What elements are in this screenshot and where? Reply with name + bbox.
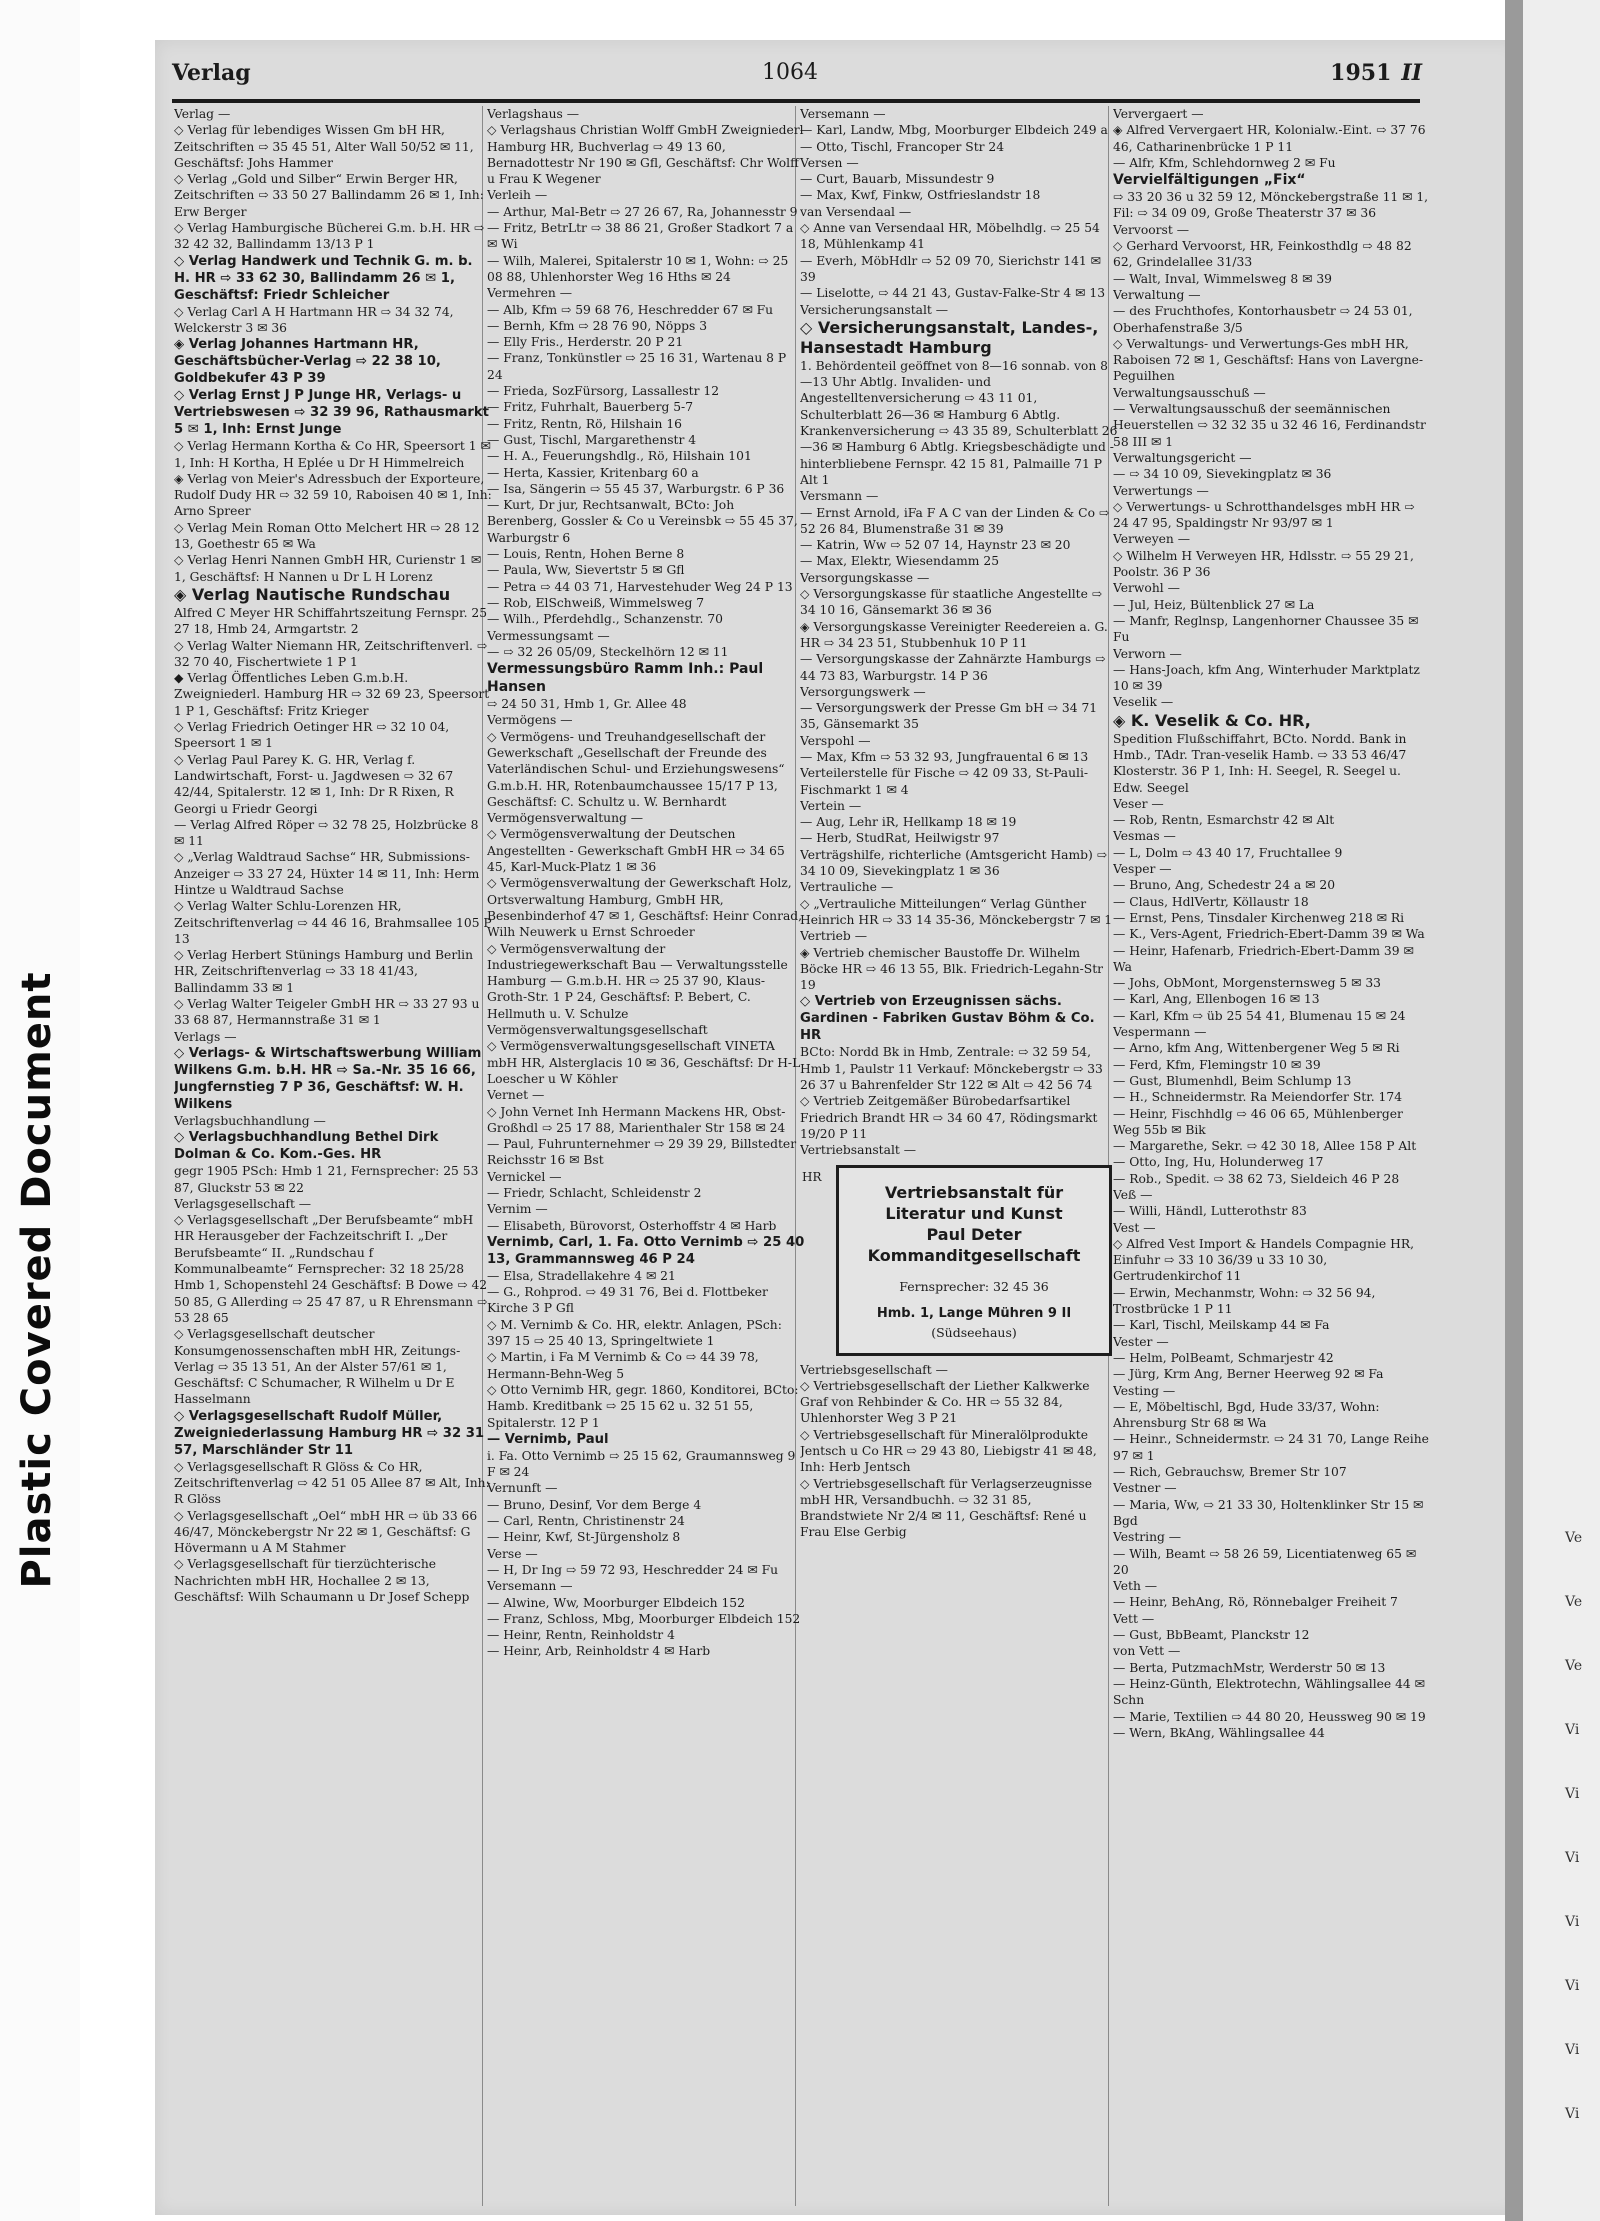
listing-entry: — Katrin, Ww ⇨ 52 07 14, Haynstr 23 ✉ 20 bbox=[800, 538, 1071, 553]
listing-entry: — Verwaltungsausschuß der seemännischen Heuerstellen ⇨ 32 32 35 u 32 46 16, Ferdinandstr 58 III ✉ 1 bbox=[1113, 402, 1426, 449]
listing-heading: ◇ Verlagsbuchhandlung Bethel Dirk Dolman & Co. Kom.-Ges. HR bbox=[174, 1130, 439, 1163]
listing-entry: ◇ Versorgungskasse für staatliche Angestellte ⇨ 34 10 16, Gänsemarkt 36 ✉ 36 bbox=[800, 587, 1103, 618]
listing-entry: — Arthur, Mal-Betr ⇨ 27 26 67, Ra, Johannesstr 9 bbox=[487, 204, 798, 219]
listing-entry: — Petra ⇨ 44 03 71, Harvestehuder Weg 24 P 13 bbox=[487, 579, 793, 594]
listing-entry: Verleih — bbox=[487, 188, 548, 203]
listing-entry: ◇ Martin, i Fa M Vernimb & Co ⇨ 44 39 78, Hermann-Behn-Weg 5 bbox=[487, 1350, 759, 1381]
listing-entry: — Helm, PolBeamt, Schmarjestr 42 bbox=[1113, 1350, 1334, 1365]
listing-entry: von Vett — bbox=[1113, 1644, 1181, 1659]
listing-entry: — Aug, Lehr iR, Hellkamp 18 ✉ 19 bbox=[800, 815, 1017, 830]
listing-heading: ◈ Verlag Nautische Rundschau bbox=[174, 584, 451, 604]
listing-entry: ◇ Anne van Versendaal HR, Möbelhdlg. ⇨ 25 54 18, Mühlenkamp 41 bbox=[800, 221, 1100, 252]
listing-entry: Verwertungs — bbox=[1113, 483, 1209, 498]
listing-entry: — Wilh., Pferdehdlg., Schanzenstr. 70 bbox=[487, 612, 723, 627]
listing-entry: Vertrieb — bbox=[800, 929, 868, 944]
listing-heading: Vervielfältigungen „Fix“ bbox=[1113, 172, 1306, 189]
ad-district: (Südseehaus) bbox=[931, 1324, 1017, 1340]
listing-entry: ◇ Vermögensverwaltungsgesellschaft VINETA mbH HR, Alsterglacis 10 ✉ 36, Geschäftsf: Dr H-L Loescher u W Köhler bbox=[487, 1039, 801, 1086]
column-3 bbox=[800, 106, 1118, 2206]
listing-entry: — Heinr, Fischhdlg ⇨ 46 06 65, Mühlenberger Weg 55b ✉ Bik bbox=[1113, 1106, 1403, 1137]
listing-entry: — Marie, Textilien ⇨ 44 80 20, Heussweg 90 ✉ 19 bbox=[1113, 1709, 1426, 1724]
listing-entry: — Fritz, BetrLtr ⇨ 38 86 21, Großer Stadkort 7 a ✉ Wi bbox=[487, 221, 794, 252]
listing-entry: ◇ Otto Vernimb HR, gegr. 1860, Konditorei, BCto: Hamb. Kreditbank ⇨ 25 15 62 u. 32 51 55, Spitalerstr. 12 P 1 bbox=[487, 1382, 799, 1430]
listing-entry: — Walt, Inval, Wimmelsweg 8 ✉ 39 bbox=[1113, 271, 1332, 286]
listing-entry: — G., Rohprod. ⇨ 49 31 76, Bei d. Flottbeker Kirche 3 P Gfl bbox=[487, 1285, 768, 1316]
listing-entry: ◈ Versorgungskasse Vereinigter Reedereien a. G. HR ⇨ 34 23 51, Stubbenhuk 10 P 11 bbox=[800, 619, 1108, 650]
listing-entry: — Karl, Kfm ⇨ üb 25 54 41, Blumenau 15 ✉ 24 bbox=[1113, 1008, 1406, 1023]
listing-entry: ◇ Vertrieb Zeitgemäßer Bürobedarfsartikel Friedrich Brandt HR ⇨ 34 60 47, Rödingsmarkt 19/20 P 11 bbox=[800, 1094, 1098, 1141]
listing-entry: — Heinr, Rentn, Reinholdstr 4 bbox=[487, 1628, 675, 1643]
listing-entry: — Manfr, Reglnsp, Langenhorner Chaussee 35 ✉ Fu bbox=[1113, 613, 1419, 645]
listing-entry: — Max, Kwf, Finkw, Ostfrieslandstr 18 bbox=[800, 188, 1041, 203]
listing-entry: ◇ Verlagsgesellschaft „Oel“ mbH HR ⇨ üb 33 66 46/47, Mönckebergstr Nr 22 ✉ 1, Geschäftsf: G Hövermann u A M Stahmer bbox=[174, 1508, 478, 1556]
listing-entry: — Franz, Tonkünstler ⇨ 25 16 31, Wartenau 8 P 24 bbox=[487, 351, 787, 382]
listing-entry: — Versorgungswerk der Presse Gm bH ⇨ 34 71 35, Gänsemarkt 35 bbox=[800, 701, 1098, 732]
listing-entry: Versicherungsanstalt — bbox=[800, 302, 949, 317]
listing-heading: ◇ Verlags- & Wirtschaftswerbung William Wilkens G.m. b.H. HR ⇨ Sa.-Nr. 35 16 66, Jungfernstieg 7 P 36, Geschäftsf: W. H. Wilkens bbox=[174, 1045, 482, 1112]
listing-entry: — H, Dr Ing ⇨ 59 72 93, Heschredder 24 ✉ Fu bbox=[487, 1562, 779, 1577]
listing-entry: — Ernst Arnold, iFa F A C van der Linden & Co ⇨ 52 26 84, Blumenstraße 31 ✉ 39 bbox=[800, 505, 1110, 536]
ad-margin-mark: HR bbox=[802, 1169, 822, 1184]
listing-entry: ◇ Verwaltungs- und Verwertungs-Ges mbH HR, Raboisen 72 ✉ 1, Geschäftsf: Hans von Lavergne-Peguilhen bbox=[1113, 336, 1424, 384]
listing-entry: ◇ Verlag Hamburgische Bücherei G.m. b.H. HR ⇨ 32 42 32, Ballindamm 13/13 P 1 bbox=[174, 221, 485, 252]
listing-entry: — Maria, Ww, ⇨ 21 33 30, Holtenklinker Str 15 ✉ Bgd bbox=[1113, 1497, 1424, 1528]
listing-entry: ◇ Verlag für lebendiges Wissen Gm bH HR, Zeitschriften ⇨ 35 45 51, Alter Wall 50/52 ✉ 11, Geschäftsf: Johs Hammer bbox=[174, 123, 474, 170]
listing-entry: — Herb, StudRat, Heilwigstr 97 bbox=[800, 831, 1000, 846]
listing-entry: — L, Dolm ⇨ 43 40 17, Fruchtallee 9 bbox=[1113, 845, 1343, 860]
listing-entry: BCto: Nordd Bk in Hmb, Zentrale: ⇨ 32 59 54, Hmb 1, Paulstr 11 Verkauf: Mönckebergstr ⇨ 33 26 37 u Bahrenfelder Str 122 ✉ Alt ⇨ 42 56 74 bbox=[800, 1045, 1103, 1093]
listing-entry: Vertein — bbox=[800, 798, 862, 813]
listing-entry: — Karl, Tischl, Meilskamp 44 ✉ Fa bbox=[1113, 1318, 1330, 1333]
listing-entry: — Heinz-Günth, Elektrotechn, Wählingsallee 44 ✉ Schn bbox=[1113, 1676, 1425, 1708]
listing-entry: — Wilh, Beamt ⇨ 58 26 59, Licentiatenweg 65 ✉ 20 bbox=[1113, 1546, 1417, 1577]
listing-entry: Veß — bbox=[1113, 1188, 1153, 1202]
listing-entry: Verträgshilfe, richterliche (Amtsgericht Hamb) ⇨ 34 10 09, Sievekingplatz 1 ✉ 36 bbox=[800, 847, 1108, 879]
edition-year bbox=[1330, 60, 1422, 86]
listing-entry: ◇ „Verlag Waldtraud Sachse“ HR, Submissions-Anzeiger ⇨ 33 27 24, Hüxter 14 ✉ 11, Inh: Herm Hintze u Waldtraud Sachse bbox=[174, 850, 480, 897]
listing-entry: — Arno, kfm Ang, Wittenbergener Weg 5 ✉ Ri bbox=[1113, 1041, 1400, 1056]
listing-entry: — Heinr, Arb, Reinholdstr 4 ✉ Harb bbox=[487, 1644, 711, 1659]
listing-entry: 1. Behördenteil geöffnet von 8—16 sonnab. von 8—13 Uhr Abtlg. Invaliden- und Angestelltenversicherung ⇨ 43 11 01, Schulterblatt 26—36 ✉ Hamburg 6 Abtlg. Krankenversicherung ⇨ 43 35 89, Schulterblatt 26—36 ✉ Hamburg 6 Abtlg. Kriegsbeschädigte und -hinterbliebene Fernspr. 42 15 81, Palmaille 71 P Alt 1 bbox=[800, 358, 1118, 487]
listing-entry: Versemann — bbox=[800, 107, 886, 121]
listing-entry: — Verlag Alfred Röper ⇨ 32 78 25, Holzbrücke 8 ✉ 11 bbox=[174, 817, 479, 849]
listing-entry: — Heinr, BehAng, Rö, Rönnebalger Freiheit 7 bbox=[1113, 1595, 1398, 1610]
listing-entry: ◇ Vermögensverwaltung der Deutschen Angestellten - Gewerkschaft GmbH HR ⇨ 34 65 45, Karl-Muck-Platz 1 ✉ 36 bbox=[487, 827, 785, 875]
listing-entry: Vespermann — bbox=[1113, 1025, 1207, 1040]
listing-entry: — Fritz, Fuhrhalt, Bauerberg 5-7 bbox=[487, 400, 694, 415]
listing-entry: Vermögens — bbox=[487, 713, 573, 728]
listing-entry: ◇ Verlagsgesellschaft „Der Berufsbeamte“ mbH HR Herausgeber der Fachzeitschrift I. „Der Berufsbeamte“ II. „Rundschau f Kommunalbeamte“ Fernsprecher: 32 18 25/28 Hmb 1, Schopenstehl 24 Geschäftsf: B Dowe ⇨ 42 50 85, G Allerding ⇨ 25 47 87, u R Ehrensmann ⇨ 53 28 65 bbox=[174, 1213, 488, 1325]
listing-entry: — Franz, Schloss, Mbg, Moorburger Elbdeich 152 bbox=[487, 1611, 801, 1626]
listing-entry: Vermögensverwaltung — bbox=[487, 811, 644, 826]
next-page-fragment: Vi bbox=[1565, 1978, 1580, 1994]
listing-heading: ◇ Verlag Handwerk und Technik G. m. b. H. HR ⇨ 33 62 30, Ballindamm 26 ✉ 1, Geschäftsf: Friedr Schleicher bbox=[174, 253, 473, 303]
listing-entry: — Gust, BbBeamt, Planckstr 12 bbox=[1113, 1628, 1310, 1643]
listing-entry: ◇ Verlag Hermann Kortha & Co HR, Speersort 1 ✉ 1, Inh: H Kortha, H Eplée u Dr H Himmelreich bbox=[174, 439, 491, 470]
listing-entry: Versen — bbox=[800, 155, 859, 170]
listing-entry: — Heinr, Hafenarb, Friedrich-Ebert-Damm 39 ✉ Wa bbox=[1113, 943, 1414, 974]
next-page-fragment: Vi bbox=[1565, 1914, 1580, 1930]
listing-heading: ◇ Vertrieb von Erzeugnissen sächs. Gardinen - Fabriken Gustav Böhm & Co. HR bbox=[800, 994, 1095, 1044]
listing-heading: Vernimb, Carl, 1. Fa. Otto Vernimb ⇨ 25 40 13, Grammannsweg 46 P 24 bbox=[487, 1234, 805, 1267]
listing-entry: — Fritz, Rentn, Rö, Hilshain 16 bbox=[487, 416, 682, 431]
listing-entry: Vest — bbox=[1113, 1220, 1156, 1235]
listing-entry: Veselik — bbox=[1113, 695, 1174, 710]
listing-entry: Versorgungswerk — bbox=[800, 684, 926, 699]
listing-entry: gegr 1905 PSch: Hmb 1 21, Fernsprecher: 25 53 87, Gluckstr 53 ✉ 22 bbox=[174, 1164, 479, 1195]
listing-entry: — Karl, Landw, Mbg, Moorburger Elbdeich 249 a bbox=[800, 123, 1108, 138]
listing-entry: Vertriebsanstalt — bbox=[800, 1143, 917, 1158]
side-label-text: Plastic Covered Document bbox=[14, 971, 60, 1589]
listing-entry: — Friedr, Schlacht, Schleidenstr 2 bbox=[487, 1186, 702, 1200]
listing-entry: — Herta, Kassier, Kritenbarg 60 a bbox=[487, 465, 699, 480]
listing-entry: — ⇨ 32 26 05/09, Steckelhörn 12 ✉ 11 bbox=[487, 644, 729, 659]
running-head: Verlag bbox=[172, 60, 251, 86]
listing-entry: — Jürg, Krm Ang, Berner Heerweg 92 ✉ Fa bbox=[1113, 1367, 1384, 1382]
listing-heading: ◈ K. Veselik & Co. HR, bbox=[1113, 710, 1311, 730]
listing-entry: Verwaltungsausschuß — bbox=[1113, 385, 1266, 400]
listing-entry: — Elly Fris., Herderstr. 20 P 21 bbox=[487, 335, 684, 350]
listing-entry: — Elisabeth, Bürovorst, Osterhoffstr 4 ✉ Harb bbox=[487, 1218, 777, 1233]
next-page-edge bbox=[1523, 0, 1600, 2221]
page-gutter-shadow bbox=[1505, 0, 1523, 2221]
listing-entry: — Curt, Bauarb, Missundestr 9 bbox=[800, 172, 995, 187]
ad-phone: Fernsprecher: 32 45 36 bbox=[899, 1278, 1049, 1294]
listing-entry: Ververgaert — bbox=[1113, 107, 1204, 121]
listing-entry: ◇ Verlag Walter Niemann HR, Zeitschriftenverl. ⇨ 32 70 40, Fischertwiete 1 P 1 bbox=[174, 638, 488, 669]
listing-entry: Vernickel — bbox=[487, 1169, 562, 1184]
column-2 bbox=[487, 106, 805, 2206]
listing-entry: ◇ Alfred Vest Import & Handels Compagnie HR, Einfuhr ⇨ 33 10 36/39 u 33 10 30, Gertrudenkirchof 11 bbox=[1113, 1236, 1414, 1284]
listing-heading: ◇ Verlagsgesellschaft Rudolf Müller, Zweigniederlassung Hamburg HR ⇨ 32 31 57, Marschländer Str 11 bbox=[174, 1408, 485, 1458]
listing-heading: ◇ Verlag Ernst J P Junge HR, Verlags- u Vertriebswesen ⇨ 32 39 96, Rathausmarkt 5 ✉ 1, Inh: Ernst Junge bbox=[174, 388, 489, 438]
volume-number: II bbox=[1401, 60, 1422, 86]
listing-heading: — Vernimb, Paul bbox=[487, 1431, 609, 1447]
year: 1951 bbox=[1330, 60, 1392, 86]
listing-entry: — Alb, Kfm ⇨ 59 68 76, Heschredder 67 ✉ Fu bbox=[487, 302, 774, 317]
listing-entry: ◈ Verlag von Meier's Adressbuch der Exporteure, Rudolf Dudy HR ⇨ 32 59 10, Raboisen 40 ✉ 1, Inh: Arno Spreer bbox=[174, 471, 492, 519]
listing-entry: — Liselotte, ⇨ 44 21 43, Gustav-Falke-Str 4 ✉ 13 bbox=[800, 286, 1106, 301]
listing-entry: Vesting — bbox=[1113, 1383, 1176, 1398]
next-page-fragment: Vi bbox=[1565, 1850, 1580, 1866]
listing-entry: Verworn — bbox=[1113, 646, 1182, 661]
listing-entry: Alfred C Meyer HR Schiffahrtszeitung Fernspr. 25 27 18, Hmb 24, Armgartstr. 2 bbox=[174, 605, 488, 637]
listing-entry: — ⇨ 34 10 09, Sievekingplatz ✉ 36 bbox=[1113, 467, 1332, 482]
listing-entry: Vernet — bbox=[487, 1088, 545, 1103]
listing-entry: ◇ Verlag Henri Nannen GmbH HR, Curienstr 1 ✉ 1, Geschäftsf: H Nannen u Dr L H Lorenz bbox=[174, 553, 482, 584]
listing-entry: ◈ Vertrieb chemischer Baustoffe Dr. Wilhelm Böcke HR ⇨ 46 13 55, Blk. Friedrich-Legahn-Str 19 bbox=[800, 945, 1104, 993]
listing-entry: ◆ Verlag Öffentliches Leben G.m.b.H. Zweigniederl. Hamburg HR ⇨ 32 69 23, Speersort 1 P 1, Geschäftsf: Fritz Krieger bbox=[174, 671, 490, 718]
listing-entry: Vesmas — bbox=[1113, 829, 1176, 844]
listing-entry: ◇ Vertriebsgesellschaft für Verlagserzeugnisse mbH HR, Versandbuchh. ⇨ 32 31 85, Brandstwiete Nr 2/4 ✉ 11, Geschäftsf: René u Frau Else Gerbig bbox=[800, 1476, 1093, 1540]
listing-entry: Vermehren — bbox=[487, 286, 573, 301]
next-page-fragment: Vi bbox=[1565, 1786, 1580, 1802]
listing-entry: — Max, Kfm ⇨ 53 32 93, Jungfrauental 6 ✉ 13 bbox=[800, 749, 1089, 764]
listing-heading: ◈ Verlag Johannes Hartmann HR, Geschäftsbücher-Verlag ⇨ 22 38 10, Goldbekufer 43 P 39 bbox=[174, 337, 441, 387]
listing-entry: Spedition Flußschiffahrt, BCto. Nordd. Bank in Hmb., TAdr. Tran-veselik Hamb. ⇨ 33 53 46/47 Klosterstr. 36 P 1, Inh: H. Seegel, R. Seegel u. Edw. Seegel bbox=[1113, 731, 1407, 795]
listing-entry: — Isa, Sängerin ⇨ 55 45 37, Warburgstr. 6 P 36 bbox=[487, 481, 785, 496]
header-rule bbox=[172, 99, 1420, 103]
listing-heading: ◇ Versicherungsanstalt, Landes-, Hansestadt Hamburg bbox=[800, 317, 1099, 357]
ad-title-line: Paul Deter bbox=[926, 1224, 1022, 1244]
listing-entry: ◇ Verlag Walter Schlu-Lorenzen HR, Zeitschriftenverlag ⇨ 44 46 16, Brahmsallee 105 P 13 bbox=[174, 899, 492, 946]
listing-entry: ⇨ 33 20 36 u 32 59 12, Mönckebergstraße 11 ✉ 1, Fil: ⇨ 34 09 09, Große Theaterstr 37 ✉ 36 bbox=[1113, 190, 1429, 221]
listing-entry: — Wilh, Malerei, Spitalerstr 10 ✉ 1, Wohn: ⇨ 25 08 88, Uhlenhorster Weg 16 Hths ✉ 24 bbox=[487, 253, 789, 284]
listing-entry: — Alfr, Kfm, Schlehdornweg 2 ✉ Fu bbox=[1113, 155, 1336, 170]
listing-entry: Vestner — bbox=[1113, 1481, 1177, 1496]
listing-entry: Verlags — bbox=[174, 1029, 237, 1044]
listing-entry: ◇ Vermögensverwaltung der Industriegewerkschaft Bau — Verwaltungsstelle Hamburg — G.m.b.H. HR ⇨ 25 37 90, Klaus-Groth-Str. 1 P 24, Geschäftsf: P. Bebert, C. Hellmuth u. V. Schulze bbox=[487, 941, 788, 1021]
listing-entry: — Gust, Blumenhdl, Beim Schlump 13 bbox=[1113, 1073, 1352, 1088]
listing-entry: ◇ Verlag Walter Teigeler GmbH HR ⇨ 33 27 93 u 33 68 87, Hermannstraße 31 ✉ 1 bbox=[174, 997, 480, 1028]
listing-entry: Verse — bbox=[487, 1546, 538, 1561]
listing-entry: — Rob, Rentn, Esmarchstr 42 ✉ Alt bbox=[1113, 813, 1335, 828]
listing-entry: ◇ Verlag Carl A H Hartmann HR ⇨ 34 32 74, Welckerstr 3 ✉ 36 bbox=[174, 304, 454, 335]
listing-entry: — Carl, Rentn, Christinenstr 24 bbox=[487, 1514, 685, 1529]
listing-entry: — H., Schneidermstr. Ra Meiendorfer Str. 174 bbox=[1113, 1090, 1403, 1105]
listing-entry: — Gust, Tischl, Margarethenstr 4 bbox=[487, 432, 697, 447]
listing-entry: Verlagsbuchhandlung — bbox=[174, 1113, 326, 1128]
listing-entry: Vestring — bbox=[1113, 1530, 1182, 1545]
listing-entry: ◇ Verlag Friedrich Oetinger HR ⇨ 32 10 04, Speersort 1 ✉ 1 bbox=[174, 720, 450, 751]
listing-entry: Vernunft — bbox=[487, 1481, 558, 1496]
listing-heading: Vermessungsbüro Ramm Inh.: Paul Hansen bbox=[487, 661, 764, 696]
listing-entry: Vermessungsamt — bbox=[487, 628, 610, 643]
listing-entry: Versmann — bbox=[800, 489, 879, 504]
listing-entry: ◇ Vermögensverwaltung der Gewerkschaft Holz, Ortsverwaltung Hamburg, GmbH HR, Besenbinderhof 47 ✉ 1, Geschäftsf: Heinr Conrad, Wilh Neuwerk u Ernst Schroeder bbox=[487, 876, 803, 940]
listing-entry: — Bruno, Ang, Schedestr 24 a ✉ 20 bbox=[1113, 878, 1336, 893]
listing-entry: Versemann — bbox=[487, 1579, 573, 1594]
next-page-fragment: Vi bbox=[1565, 1722, 1580, 1738]
listing-entry: Verwohl — bbox=[1113, 581, 1180, 596]
listing-entry: — Heinr, Kwf, St-Jürgensholz 8 bbox=[487, 1530, 681, 1545]
listing-entry: — des Fruchthofes, Kontorhausbetr ⇨ 24 53 01, Oberhafenstraße 3/5 bbox=[1113, 304, 1413, 335]
listing-entry: Verspohl — bbox=[800, 733, 871, 748]
listing-entry: Vertrauliche — bbox=[800, 880, 894, 895]
listing-entry: — Otto, Tischl, Francoper Str 24 bbox=[800, 139, 1005, 154]
listing-entry: Vester — bbox=[1113, 1334, 1169, 1349]
listing-entry: Verteilerstelle für Fische ⇨ 42 09 33, St-Pauli-Fischmarkt 1 ✉ 4 bbox=[800, 766, 1089, 797]
listing-entry: Vervoorst — bbox=[1113, 222, 1189, 237]
next-page-fragment: Ve bbox=[1565, 1594, 1583, 1610]
listing-entry: — Versorgungskasse der Zahnärzte Hamburgs ⇨ 44 73 83, Warburgstr. 14 P 36 bbox=[800, 652, 1106, 683]
listing-entry: — Everh, MöbHdlr ⇨ 52 09 70, Sierichstr 141 ✉ 39 bbox=[800, 253, 1101, 284]
advertisement bbox=[800, 1165, 1118, 1356]
listing-entry: — Ernst, Pens, Tinsdaler Kirchenweg 218 ✉ Ri bbox=[1113, 910, 1405, 925]
next-page-fragment: Vi bbox=[1565, 2106, 1580, 2122]
listing-entry: Veser — bbox=[1113, 796, 1164, 811]
listing-entry: — Hans-Joach, kfm Ang, Winterhuder Marktplatz 10 ✉ 39 bbox=[1113, 662, 1420, 694]
next-page-fragment: Ve bbox=[1565, 1658, 1583, 1674]
listing-entry: — Otto, Ing, Hu, Holunderweg 17 bbox=[1113, 1155, 1324, 1170]
listing-entry: Vesper — bbox=[1113, 862, 1172, 877]
listing-entry: — Ferd, Kfm, Flemingstr 10 ✉ 39 bbox=[1113, 1057, 1321, 1072]
listing-entry: Veth — bbox=[1113, 1579, 1158, 1594]
listing-entry: — Karl, Ang, Ellenbogen 16 ✉ 13 bbox=[1113, 992, 1320, 1007]
listing-entry: ◈ Alfred Ververgaert HR, Kolonialw.-Eint. ⇨ 37 76 46, Catharinenbrücke 1 P 11 bbox=[1113, 123, 1426, 154]
listing-entry: Verlagshaus — bbox=[487, 107, 580, 121]
next-page-fragment: Ve bbox=[1565, 1530, 1583, 1546]
listing-entry: — E, Möbeltischl, Bgd, Hude 33/37, Wohn: Ahrensburg Str 68 ✉ Wa bbox=[1113, 1399, 1380, 1431]
next-page-fragment: Vi bbox=[1565, 2042, 1580, 2058]
side-label bbox=[2, 971, 72, 1589]
listing-entry: ◇ Gerhard Vervoorst, HR, Feinkosthdlg ⇨ 48 82 62, Grindelallee 31/33 bbox=[1113, 239, 1412, 270]
listing-entry: Verwaltungsgericht — bbox=[1113, 450, 1252, 465]
listing-entry: ⇨ 24 50 31, Hmb 1, Gr. Allee 48 bbox=[487, 697, 687, 712]
listing-entry: — Rob, ElSchweiß, Wimmelsweg 7 bbox=[487, 595, 705, 610]
listing-entry: ◇ Verlagsgesellschaft R Glöss & Co HR, Zeitschriftenverlag ⇨ 42 51 05 Allee 87 ✉ Alt, Inh: R Glöss bbox=[174, 1459, 490, 1507]
advertisement-box bbox=[836, 1165, 1112, 1356]
listing-entry: — Kurt, Dr jur, Rechtsanwalt, BCto: Joh Berenberg, Gossler & Co u Vereinsbk ⇨ 55 45 37, Warburgstr 6 bbox=[487, 498, 798, 545]
listing-entry: — Bernh, Kfm ⇨ 28 76 90, Nöpps 3 bbox=[487, 318, 708, 333]
listing-entry: ◇ Vertriebsgesellschaft für Mineralölprodukte Jentsch u Co HR ⇨ 29 43 80, Liebigstr 41 ✉ 48, Inh: Herb Jentsch bbox=[800, 1427, 1097, 1475]
listing-entry: ◇ John Vernet Inh Hermann Mackens HR, Obst-Großhdl ⇨ 25 17 88, Marienthaler Str 158 ✉ 24 bbox=[487, 1104, 786, 1135]
listing-entry: ◇ M. Vernimb & Co. HR, elektr. Anlagen, PSch: 397 15 ⇨ 25 40 13, Springeltwiete 1 bbox=[487, 1317, 782, 1349]
listing-entry: ◇ Verlag Paul Parey K. G. HR, Verlag f. Landwirtschaft, Forst- u. Jagdwesen ⇨ 32 67 42/44, Spitalerstr. 12 ✉ 1, Inh: Dr R Rixen, R Georgi u Friedr Georgi bbox=[174, 752, 454, 816]
listing-entry: ◇ Verlagsgesellschaft für tierzüchterische Nachrichten mbH HR, Hochallee 2 ✉ 13, Geschäftsf: Wilh Schaumann u Dr Josef Schepp bbox=[174, 1557, 470, 1605]
listing-entry: Verlag — bbox=[174, 107, 231, 121]
listing-entry: — Frieda, SozFürsorg, Lassallestr 12 bbox=[487, 384, 720, 399]
ad-address: Hmb. 1, Lange Mühren 9 II bbox=[876, 1305, 1072, 1321]
listing-entry: — Rob., Spedit. ⇨ 38 62 73, Sieldeich 46 P 28 bbox=[1113, 1171, 1400, 1186]
listing-entry: — Max, Elektr, Wiesendamm 25 bbox=[800, 554, 1000, 569]
ad-title-line: Kommanditgesellschaft bbox=[867, 1245, 1081, 1265]
listing-entry: ◇ Verlagsgesellschaft deutscher Konsumgenossenschaften mbH HR, Zeitungs-Verlag ⇨ 35 13 51, An der Alster 57/61 ✉ 1, Geschäftsf: C Schumacher, R Wilhelm u Dr E Hasselmann bbox=[174, 1327, 461, 1407]
listing-entry: — Paul, Fuhrunternehmer ⇨ 29 39 29, Billstedter Reichsstr 16 ✉ Bst bbox=[487, 1137, 797, 1168]
listing-entry: ◇ „Vertrauliche Mitteilungen“ Verlag Günther Heinrich HR ⇨ 33 14 35-36, Mönckebergstr 7 ✉ 1 bbox=[800, 896, 1113, 927]
listing-entry: Verwaltung — bbox=[1113, 287, 1201, 302]
listing-entry: Vermögensverwaltungsgesellschaft bbox=[487, 1023, 708, 1038]
listing-entry: — Margarethe, Sekr. ⇨ 42 30 18, Allee 158 P Alt bbox=[1113, 1139, 1417, 1154]
listing-entry: — Claus, HdlVertr, Köllaustr 18 bbox=[1113, 894, 1309, 909]
listing-entry: van Versendaal — bbox=[800, 204, 912, 219]
listing-entry: — Jul, Heiz, Bültenblick 27 ✉ La bbox=[1113, 597, 1315, 612]
listing-entry: i. Fa. Otto Vernimb ⇨ 25 15 62, Graumannsweg 9 F ✉ 24 bbox=[487, 1448, 796, 1480]
listing-entry: — Louis, Rentn, Hohen Berne 8 bbox=[487, 547, 685, 562]
listing-entry: — Heinr., Schneidermstr. ⇨ 24 31 70, Lange Reihe 97 ✉ 1 bbox=[1113, 1432, 1429, 1463]
listing-entry: ◇ Verwertungs- u Schrotthandelsges mbH HR ⇨ 24 47 95, Spaldingstr Nr 93/97 ✉ 1 bbox=[1113, 499, 1415, 531]
listing-entry: — Paula, Ww, Sievertstr 5 ✉ Gfl bbox=[487, 563, 685, 578]
listing-entry: — Johs, ObMont, Morgensternsweg 5 ✉ 33 bbox=[1113, 976, 1381, 991]
listing-entry: ◇ Vermögens- und Treuhandgesellschaft der Gewerkschaft „Gesellschaft der Freunde des Vaterländischen Schul- und Erziehungswesens“ G.m.b.H. HR, Rotenbaumchaussee 15/17 P 13, Geschäftsf: C. Schultz u. W. Bernhardt bbox=[487, 729, 785, 809]
listing-entry: — Willi, Händl, Lutterothstr 83 bbox=[1113, 1204, 1307, 1219]
column-4 bbox=[1113, 106, 1431, 2206]
listing-entry: ◇ Wilhelm H Verweyen HR, Hdlsstr. ⇨ 55 29 21, Poolstr. 36 P 36 bbox=[1113, 548, 1414, 580]
column-1 bbox=[174, 106, 492, 2206]
listing-entry: Versorgungskasse — bbox=[800, 570, 930, 585]
listing-entry: — Alwine, Ww, Moorburger Elbdeich 152 bbox=[487, 1595, 745, 1610]
listing-entry: ◇ Vertriebsgesellschaft der Liether Kalkwerke Graf von Rehbinder & Co. HR ⇨ 55 32 84, Uhlenhorster Weg 3 P 21 bbox=[800, 1378, 1090, 1426]
listing-entry: ◇ Verlag Mein Roman Otto Melchert HR ⇨ 28 12 13, Goethestr 65 ✉ Wa bbox=[174, 520, 480, 552]
listing-entry: — Bruno, Desinf, Vor dem Berge 4 bbox=[487, 1497, 702, 1512]
listing-entry: — Berta, PutzmachMstr, Werderstr 50 ✉ 13 bbox=[1113, 1660, 1386, 1675]
page-header bbox=[172, 58, 1422, 100]
listing-entry: — Rich, Gebrauchsw, Bremer Str 107 bbox=[1113, 1465, 1347, 1480]
listing-entry: Vertriebsgesellschaft — bbox=[800, 1362, 948, 1377]
listing-entry: — Wern, BkAng, Wählingsallee 44 bbox=[1113, 1725, 1325, 1740]
page-number: 1064 bbox=[762, 60, 818, 85]
listing-entry: ◇ Verlagshaus Christian Wolff GmbH Zweigniederl Hamburg HR, Buchverlag ⇨ 49 13 60, Bernadottestr Nr 190 ✉ Gfl, Geschäftsf: Chr Wolff u Frau K Wegener bbox=[487, 123, 804, 187]
ad-title-line: Vertriebsanstalt für bbox=[884, 1182, 1064, 1202]
listing-entry: Verlagsgesellschaft — bbox=[174, 1196, 312, 1211]
listing-entry: — H. A., Feuerungshdlg., Rö, Hilshain 101 bbox=[487, 449, 752, 464]
listing-entry: Verweyen — bbox=[1113, 532, 1191, 547]
listing-entry: — K., Vers-Agent, Friedrich-Ebert-Damm 39 ✉ Wa bbox=[1113, 927, 1425, 942]
listing-entry: ◇ Verlag Herbert Stünings Hamburg und Berlin HR, Zeitschriftenverlag ⇨ 33 18 41/43, Ballindamm 33 ✉ 1 bbox=[174, 948, 473, 995]
ad-title-line: Literatur und Kunst bbox=[885, 1203, 1063, 1223]
listing-entry: Vett — bbox=[1113, 1611, 1155, 1626]
listing-entry: — Erwin, Mechanmstr, Wohn: ⇨ 32 56 94, Trostbrücke 1 P 11 bbox=[1113, 1285, 1376, 1317]
listing-entry: — Elsa, Stradellakehre 4 ✉ 21 bbox=[487, 1268, 676, 1283]
listing-entry: ◇ Verlag „Gold und Silber“ Erwin Berger HR, Zeitschriften ⇨ 33 50 27 Ballindamm 26 ✉ 1, Inh: Erw Berger bbox=[174, 172, 484, 219]
listing-entry: Vernim — bbox=[487, 1202, 548, 1217]
